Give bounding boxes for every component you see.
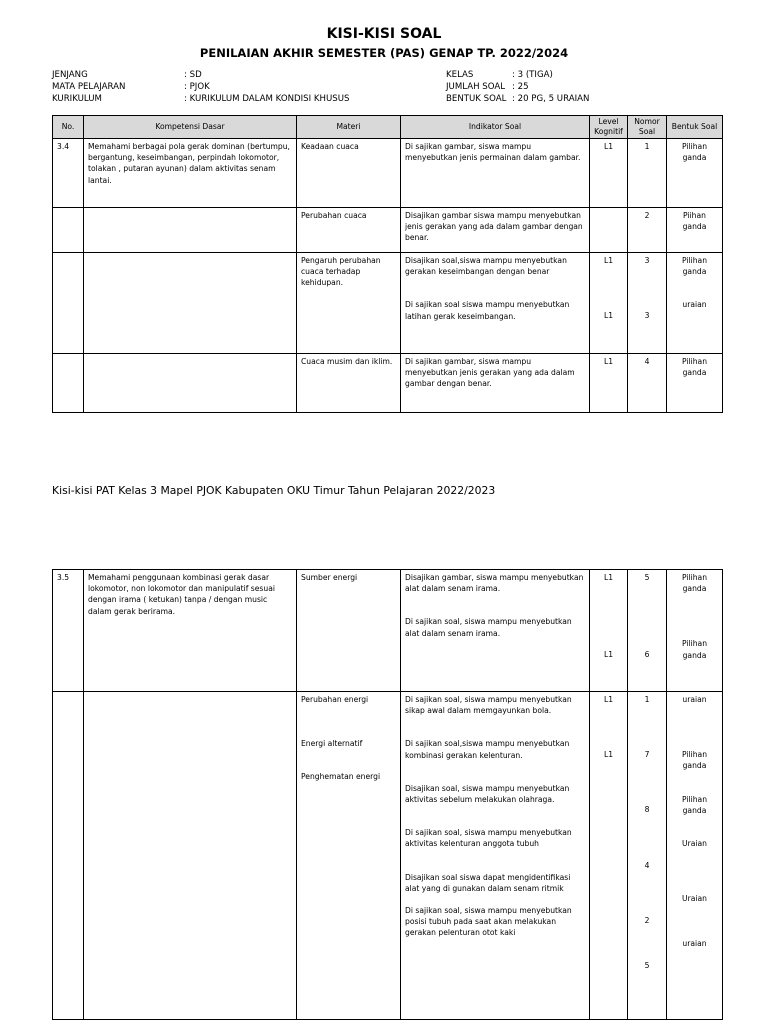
- cell-materi: Pengaruh perubahan cuaca terhadap kehidupan.: [297, 253, 401, 353]
- cell-no: 3.5: [52, 570, 84, 691]
- cell-indikator: [401, 570, 590, 691]
- cell-kompetensi-dasar: Memahami penggunaan kombinasi gerak dasar lokomotor, non lokomotor dan manipulatif sesuai dengan irama ( ketukan) tanpa / dengan music dalam gerak berirama.: [84, 570, 297, 691]
- header-level: Level Kognitif: [590, 116, 628, 138]
- info-left: [52, 69, 350, 105]
- cell-level: [590, 570, 628, 691]
- indikator-item: Disajikan gambar, siswa mampu menyebutkan alat dalam senam irama.: [405, 573, 584, 594]
- table-header-row: [52, 115, 723, 139]
- header-indikator: Indikator Soal: [401, 116, 590, 138]
- nomor-item: 6: [644, 650, 650, 660]
- header-nomor: Nomor Soal: [628, 116, 667, 138]
- info-right: [446, 69, 589, 105]
- bentuk-item: uraian: [682, 939, 707, 949]
- table-row: [52, 208, 723, 253]
- cell-no: 3.4: [52, 139, 84, 207]
- nomor-item: 8: [644, 805, 650, 815]
- indikator-item: Disajikan soal, siswa mampu menyebutkan aktivitas sebelum melakukan olahraga.: [405, 783, 570, 805]
- cell-kompetensi-dasar: Memahami berbagai pola gerak dominan (bertumpu, bergantung, keseimbangan, perpindah lokomotor, tolakan , putaran ayunan) dalam aktivitas senam lantai.: [84, 139, 297, 207]
- bentuk-item: Pilihan ganda: [681, 256, 708, 277]
- cell-nomor: [628, 570, 667, 691]
- cell-materi: Cuaca musim dan iklim.: [297, 354, 401, 412]
- kisi-table-2: [52, 569, 723, 1020]
- indikator-item: Disajikan soal,siswa mampu menyebutkan gerakan keseimbangan dengan benar: [405, 256, 567, 277]
- cell-nomor: 1: [628, 139, 667, 207]
- cell-indikator: Di sajikan gambar, siswa mampu menyebutkan jenis permainan dalam gambar.: [401, 139, 590, 207]
- bentuk-item: uraian: [682, 300, 707, 310]
- document-subtitle: PENILAIAN AKHIR SEMESTER (PAS) GENAP TP. 2022/2024: [199, 46, 569, 60]
- materi-item: Energi alternatif: [301, 739, 363, 749]
- cell-kompetensi-dasar: [84, 208, 297, 252]
- header-materi: Materi: [297, 116, 401, 138]
- indikator-item: Di sajikan soal, siswa mampu menyebutkan aktivitas kelenturan anggota tubuh: [405, 828, 572, 849]
- cell-materi: [297, 692, 401, 1019]
- cell-bentuk: [667, 692, 723, 1019]
- info-value: : 3 (TIGA): [512, 70, 553, 80]
- nomor-item: 7: [644, 750, 650, 760]
- info-value: : KURIKULUM DALAM KONDISI KHUSUS: [184, 94, 350, 104]
- info-label: JENJANG: [52, 70, 88, 80]
- cell-no: [52, 253, 84, 353]
- cell-kompetensi-dasar: [84, 354, 297, 412]
- cell-nomor: 2: [628, 208, 667, 252]
- nomor-item: 2: [644, 915, 650, 925]
- table-row: [52, 569, 723, 692]
- table-row: [52, 354, 723, 413]
- bentuk-item: Uraian: [682, 894, 707, 904]
- table-row: [52, 692, 723, 1020]
- cell-indikator: [401, 692, 590, 1019]
- cell-materi: Keadaan cuaca: [297, 139, 401, 207]
- cell-level: L1: [590, 354, 628, 412]
- cell-nomor: 4: [628, 354, 667, 412]
- header-kompetensi-dasar: Kompetensi Dasar: [84, 116, 297, 138]
- info-label: BENTUK SOAL: [446, 94, 507, 104]
- bentuk-item: Pilihan ganda: [681, 794, 708, 815]
- info-value: : SD: [184, 70, 202, 80]
- cell-bentuk: [667, 253, 723, 353]
- bentuk-item: Pilihan ganda: [681, 750, 708, 771]
- indikator-item: Di sajikan soal, siswa mampu menyebutkan posisi tubuh pada saat akan melakukan gerakan pelenturan otot kaki: [405, 906, 572, 938]
- cell-nomor: [628, 692, 667, 1019]
- cell-bentuk: Pilihan ganda: [667, 139, 723, 207]
- info-value: : PJOK: [184, 82, 210, 92]
- bentuk-item: Pilihan ganda: [681, 573, 708, 594]
- indikator-item: Disajikan soal siswa dapat mengidentifikasi alat yang di gunakan dalam senam ritmik: [405, 872, 571, 893]
- indikator-item: Di sajikan soal, siswa mampu menyebutkan sikap awal dalam memgayunkan bola.: [405, 695, 572, 716]
- cell-bentuk: [667, 570, 723, 691]
- level-item: L1: [603, 695, 614, 704]
- header-bentuk: Bentuk Soal: [667, 116, 723, 138]
- cell-bentuk: Pilihan ganda: [667, 354, 723, 412]
- cell-indikator: Di sajikan gambar, siswa mampu menyebutkan jenis gerakan yang ada dalam gambar dengan benar.: [401, 354, 590, 412]
- nomor-item: 5: [644, 961, 650, 971]
- cell-level: [590, 208, 628, 252]
- cell-materi: Perubahan cuaca: [297, 208, 401, 252]
- info-label: JUMLAH SOAL: [446, 82, 506, 92]
- cell-no: [52, 354, 84, 412]
- level-item: L1: [603, 256, 614, 265]
- nomor-item: 5: [644, 573, 650, 582]
- cell-indikator: [401, 253, 590, 353]
- cell-indikator: Disajikan gambar siswa mampu menyebutkan jenis gerakan yang ada dalam gambar dengan benar.: [401, 208, 590, 252]
- cell-level: [590, 692, 628, 1019]
- materi-item: Penghematan energi: [301, 772, 381, 782]
- nomor-item: 3: [644, 311, 650, 321]
- nomor-item: 1: [644, 695, 650, 704]
- cell-nomor: [628, 253, 667, 353]
- info-label: KURIKULUM: [52, 94, 102, 104]
- header-no: No.: [52, 116, 84, 138]
- section-title: Kisi-kisi PAT Kelas 3 Mapel PJOK Kabupaten OKU Timur Tahun Pelajaran 2022/2023: [52, 484, 496, 497]
- cell-no: [52, 208, 84, 252]
- cell-no: [52, 692, 84, 1019]
- info-value: : 20 PG, 5 URAIAN: [512, 94, 590, 104]
- bentuk-item: Pilihan ganda: [681, 639, 708, 660]
- cell-materi: Sumber energi: [297, 570, 401, 691]
- indikator-item: Di sajikan soal, siswa mampu menyebutkan alat dalam senam irama.: [405, 617, 572, 638]
- indikator-item: Di sajikan soal,siswa mampu menyebutkan kombinasi gerakan kelenturan.: [405, 739, 570, 760]
- materi-item: Perubahan energi: [301, 695, 369, 704]
- table-row: [52, 139, 723, 208]
- cell-level: L1: [590, 139, 628, 207]
- info-label: MATA PELAJARAN: [52, 82, 126, 92]
- cell-kompetensi-dasar: [84, 692, 297, 1019]
- nomor-item: 3: [644, 256, 650, 265]
- info-value: : 25: [512, 82, 529, 92]
- cell-bentuk: Piihan ganda: [667, 208, 723, 252]
- bentuk-item: Uraian: [682, 839, 707, 849]
- nomor-item: 4: [644, 860, 650, 870]
- bentuk-item: uraian: [682, 695, 707, 704]
- indikator-item: Di sajikan soal siswa mampu menyebutkan latihan gerak keseimbangan.: [405, 300, 570, 321]
- cell-kompetensi-dasar: [84, 253, 297, 353]
- info-label: KELAS: [446, 70, 474, 80]
- level-item: L1: [603, 650, 614, 660]
- level-item: L1: [603, 573, 614, 582]
- level-item: L1: [603, 311, 614, 321]
- kisi-table-1: [52, 115, 723, 413]
- cell-level: [590, 253, 628, 353]
- document-title: KISI-KISI SOAL: [326, 26, 442, 42]
- table-row: [52, 253, 723, 354]
- level-item: L1: [603, 750, 614, 760]
